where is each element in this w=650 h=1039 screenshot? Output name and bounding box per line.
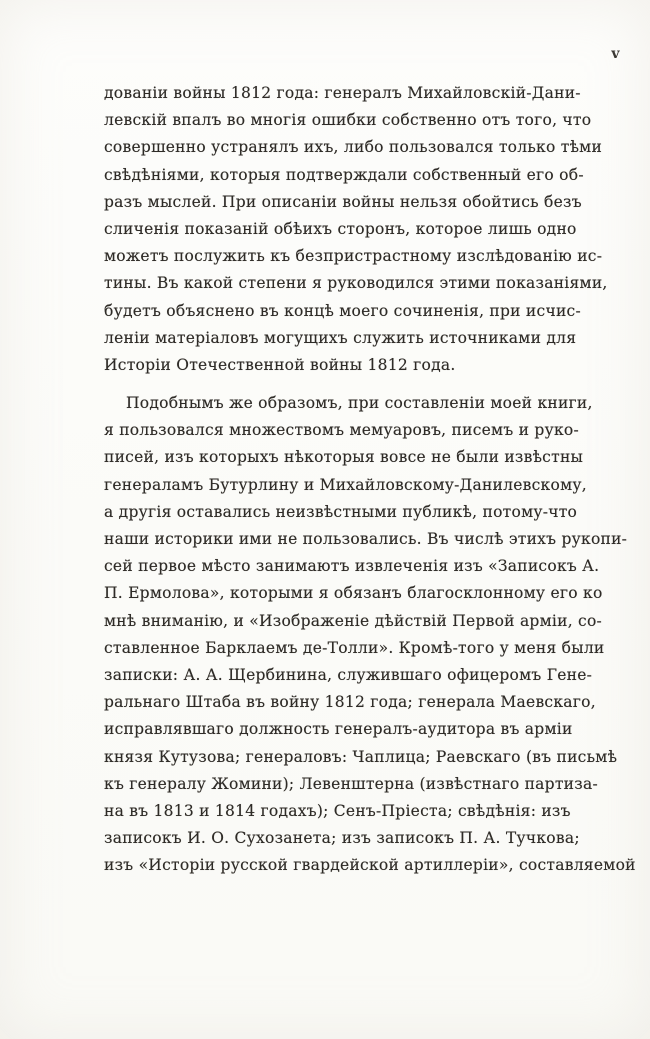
text-line: исправлявшаго должность генералъ-аудитора въ арміи: [104, 720, 573, 739]
text-block: [104, 80, 636, 879]
text-line: къ генералу Жомини); Левенштерна (извѣстнаго партиза-: [104, 774, 598, 793]
text-line: ральнаго Штаба въ войну 1812 года; генерала Маевскаго,: [104, 693, 596, 712]
text-line: разъ мыслей. При описаніи войны нельзя обойтись безъ: [104, 192, 582, 211]
text-line: дованіи войны 1812 года: генералъ Михайловскій-Дани-: [104, 84, 581, 102]
text-line: князя Кутузова; генераловъ: Чаплица; Раевскаго (въ письмѣ: [104, 747, 618, 766]
text-line: сей первое мѣсто занимаютъ извлеченія изъ «Записокъ А.: [104, 557, 600, 576]
paragraph: [104, 80, 608, 379]
text-line: совершенно устранялъ ихъ, либо пользовался только тѣми: [104, 138, 603, 157]
text-line: свѣдѣніями, которыя подтверждали собственный его об-: [104, 165, 584, 184]
paragraph: [104, 390, 636, 879]
text-line: изъ «Исторіи русской гвардейской артиллеріи», составляемой: [104, 856, 636, 875]
text-line: Подобнымъ же образомъ, при составленіи моей книги,: [126, 394, 593, 413]
text-line: можетъ послужить къ безпристрастному изслѣдованію ис-: [104, 247, 603, 266]
text-line: леніи матеріаловъ могущихъ служить источниками для: [104, 328, 577, 347]
text-line: записокъ И. О. Сухозанета; изъ записокъ П. А. Тучкова;: [104, 829, 580, 848]
text-line: записки: А. А. Щербинина, служившаго офицеромъ Гене-: [104, 665, 593, 684]
text-line: мнѣ вниманію, и «Изображеніе дѣйствій Первой арміи, со-: [104, 611, 603, 630]
text-line: ставленное Барклаемъ де-Толли». Кромѣ-того у меня были: [104, 638, 605, 657]
text-line: на въ 1813 и 1814 годахъ); Сенъ-Пріеста; свѣдѣнія: изъ: [104, 801, 571, 820]
text-line: левскій впалъ во многія ошибки собственно отъ того, что: [104, 111, 592, 130]
text-line: будетъ объяснено въ концѣ моего сочиненія, при исчис-: [104, 301, 581, 320]
text-line: генераламъ Бутурлину и Михайловскому-Данилевскому,: [104, 475, 587, 494]
text-line: наши историки ими не пользовались. Въ числѣ этихъ рукопи-: [104, 530, 628, 548]
text-line: я пользовался множествомъ мемуаровъ, писемъ и руко-: [104, 421, 579, 440]
text-line: сличенія показаній обѣихъ сторонъ, которое лишь одно: [104, 219, 577, 238]
page-number: v: [611, 46, 620, 62]
text-line: писей, изъ которыхъ нѣкоторыя вовсе не были извѣстны: [104, 448, 584, 467]
text-line: а другія оставались неизвѣстными публикѣ, потому-что: [104, 502, 578, 521]
text-line: тины. Въ какой степени я руководился этими показаніями,: [104, 274, 608, 293]
text-line: П. Ермолова», которыми я обязанъ благосклонному его ко: [104, 584, 603, 603]
text-line: Исторіи Отечественной войны 1812 года.: [104, 355, 456, 374]
